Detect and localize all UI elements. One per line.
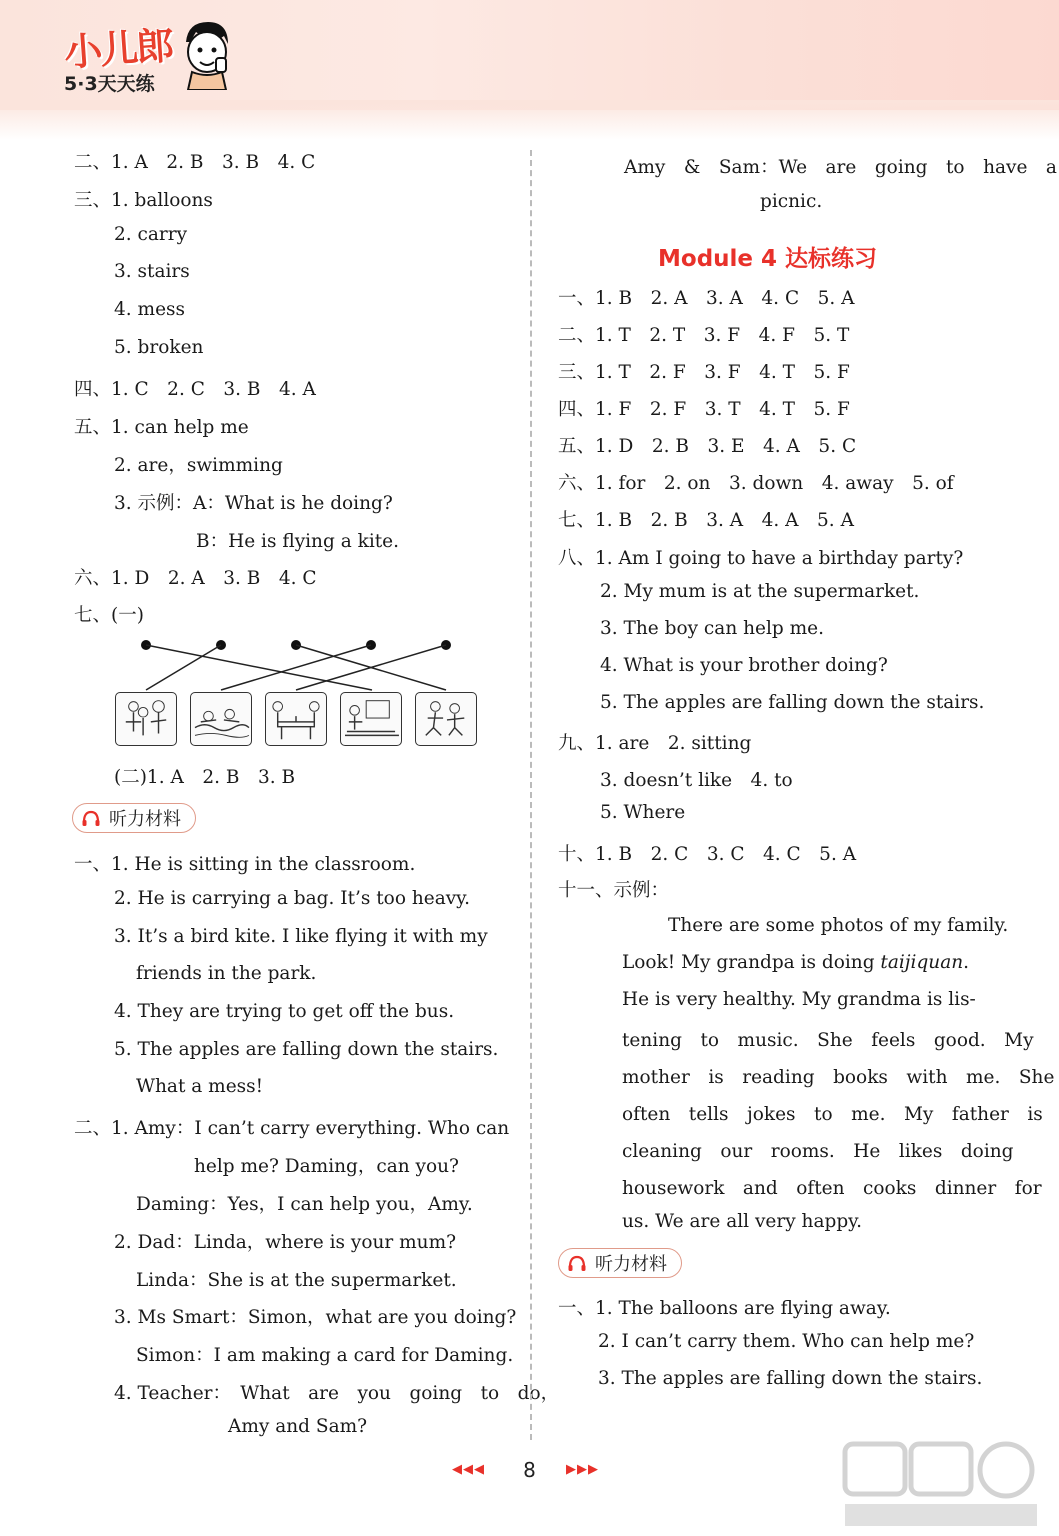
text-line: 五、1. can help me [74, 417, 249, 438]
text-line: What a mess! [136, 1076, 264, 1097]
text-line: 一、1. B 2. A 3. A 4. C 5. A [558, 288, 855, 309]
text-line: 九、1. are 2. sitting [558, 733, 752, 754]
logo-sub-text: 5·3天天练 [64, 73, 155, 95]
text-line: Simon：I am making a card for Daming. [136, 1345, 514, 1366]
text-line: often tells jokes to me. My father is [622, 1104, 1043, 1125]
text-line: 3. It’s a bird kite. I like flying it with my [114, 926, 488, 947]
text-line: 三、1. T 2. F 3. F 4. T 5. F [558, 362, 850, 383]
text-line: 2. carry [114, 224, 188, 245]
listening-tag-right [558, 1248, 682, 1278]
picture-running [415, 692, 477, 746]
page-number: 8 [523, 1458, 536, 1482]
picture-stairs [340, 692, 402, 746]
brand-logo [64, 18, 172, 96]
text-line: 3. The boy can help me. [600, 618, 824, 639]
text-line: housework and often cooks dinner for [622, 1178, 1042, 1199]
text-line: Amy and Sam? [228, 1416, 368, 1437]
text-line: 5. Where [600, 802, 686, 823]
listening-tag-label: 听力材料 [109, 809, 181, 830]
text-line: 五、1. D 2. B 3. E 4. A 5. C [558, 436, 857, 457]
text-line: 2. He is carrying a bag. It’s too heavy. [114, 888, 471, 909]
page-arrows-left: ◀◀◀ [452, 1462, 485, 1477]
picture-swimming [190, 692, 252, 746]
text-line: 四、1. C 2. C 3. B 4. A [74, 379, 316, 400]
text-line: 一、1. He is sitting in the classroom. [74, 854, 416, 875]
text-line: Linda：She is at the supermarket. [136, 1270, 457, 1291]
text-line: 4. Teacher： What are you going to do， [114, 1383, 560, 1404]
text-line: 二、1. A 2. B 3. B 4. C [74, 152, 316, 173]
text-line: 3. 示例：A：What is he doing? [114, 493, 393, 514]
matching-dot [366, 640, 376, 650]
text-line: He is very healthy. My grandma is lis- [622, 989, 976, 1010]
text-line: 六、1. D 2. A 3. B 4. C [74, 568, 317, 589]
text-line: 3. stairs [114, 261, 190, 282]
text-line: 三、1. balloons [74, 190, 213, 211]
watermark-seal-icon [841, 1440, 1041, 1530]
text-line: 4. They are trying to get off the bus. [114, 1001, 455, 1022]
headphones-icon [567, 1254, 587, 1272]
page-arrows-right: ▶▶▶ [566, 1462, 599, 1477]
picture-table-tennis [265, 692, 327, 746]
text-line: 二、1. Amy：I can’t carry everything. Who can [74, 1118, 510, 1139]
text-line: Look! My grandpa is doing taijiquan. [622, 952, 970, 973]
text-line: 十、1. B 2. C 3. C 4. C 5. A [558, 844, 857, 865]
text-line: 3. The apples are falling down the stairs. [598, 1368, 983, 1389]
text-line: 3. doesn’t like 4. to [600, 770, 793, 791]
listening-tag-left [72, 803, 196, 833]
text-line: tening to music. She feels good. My [622, 1030, 1034, 1051]
text-line: 二、1. T 2. T 3. F 4. F 5. T [558, 325, 850, 346]
text-line: 七、1. B 2. B 3. A 4. A 5. A [558, 510, 854, 531]
text-line: 十一、示例： [558, 880, 670, 901]
text-line: 4. mess [114, 299, 186, 320]
text-line: 2. are，swimming [114, 455, 283, 476]
matching-dot [141, 640, 151, 650]
italic-word: taijiquan [880, 952, 964, 973]
matching-dot [216, 640, 226, 650]
picture-volleyball [115, 692, 177, 746]
headphones-icon [81, 809, 101, 827]
text-line: 一、1. The balloons are flying away. [558, 1298, 891, 1319]
text-line: 5. The apples are falling down the stairs. [600, 692, 985, 713]
text-line: Daming：Yes，I can help you，Amy. [136, 1194, 473, 1215]
text-line: mother is reading books with me. She [622, 1067, 1055, 1088]
mascot-icon [178, 18, 234, 90]
text-line: Amy & Sam：We are going to have a [624, 157, 1057, 178]
logo-main-text: 小儿郎 [62, 23, 174, 75]
text-line: 4. What is your brother doing? [600, 655, 888, 676]
text-line: 七、(一) [74, 605, 144, 626]
listening-tag-label: 听力材料 [595, 1254, 667, 1275]
text-line: 3. Ms Smart：Simon，what are you doing? [114, 1307, 517, 1328]
text-line: friends in the park. [136, 963, 317, 984]
text-line: help me? Daming，can you? [194, 1156, 459, 1177]
text-line: There are some photos of my family. [668, 915, 1009, 936]
text-line: 2. Dad：Linda，where is your mum? [114, 1232, 457, 1253]
text-line: us. We are all very happy. [622, 1211, 863, 1232]
text-line: cleaning our rooms. He likes doing [622, 1141, 1014, 1162]
matching-dot [291, 640, 301, 650]
module-title: Module 4 达标练习 [658, 246, 878, 272]
text-line: 2. I can’t carry them. Who can help me? [598, 1331, 975, 1352]
text-line: 四、1. F 2. F 3. T 4. T 5. F [558, 399, 850, 420]
text-line: 八、1. Am I going to have a birthday party? [558, 548, 964, 569]
text-line: B：He is flying a kite. [196, 531, 399, 552]
column-divider [530, 150, 532, 1440]
text-line: 六、1. for 2. on 3. down 4. away 5. of [558, 473, 954, 494]
text-line: 5. The apples are falling down the stairs. [114, 1039, 499, 1060]
matching-dot [441, 640, 451, 650]
text-line: 5. broken [114, 337, 204, 358]
text-line: (二)1. A 2. B 3. B [114, 767, 296, 788]
text-line: 2. My mum is at the supermarket. [600, 581, 920, 602]
text-line: picnic. [760, 191, 823, 212]
